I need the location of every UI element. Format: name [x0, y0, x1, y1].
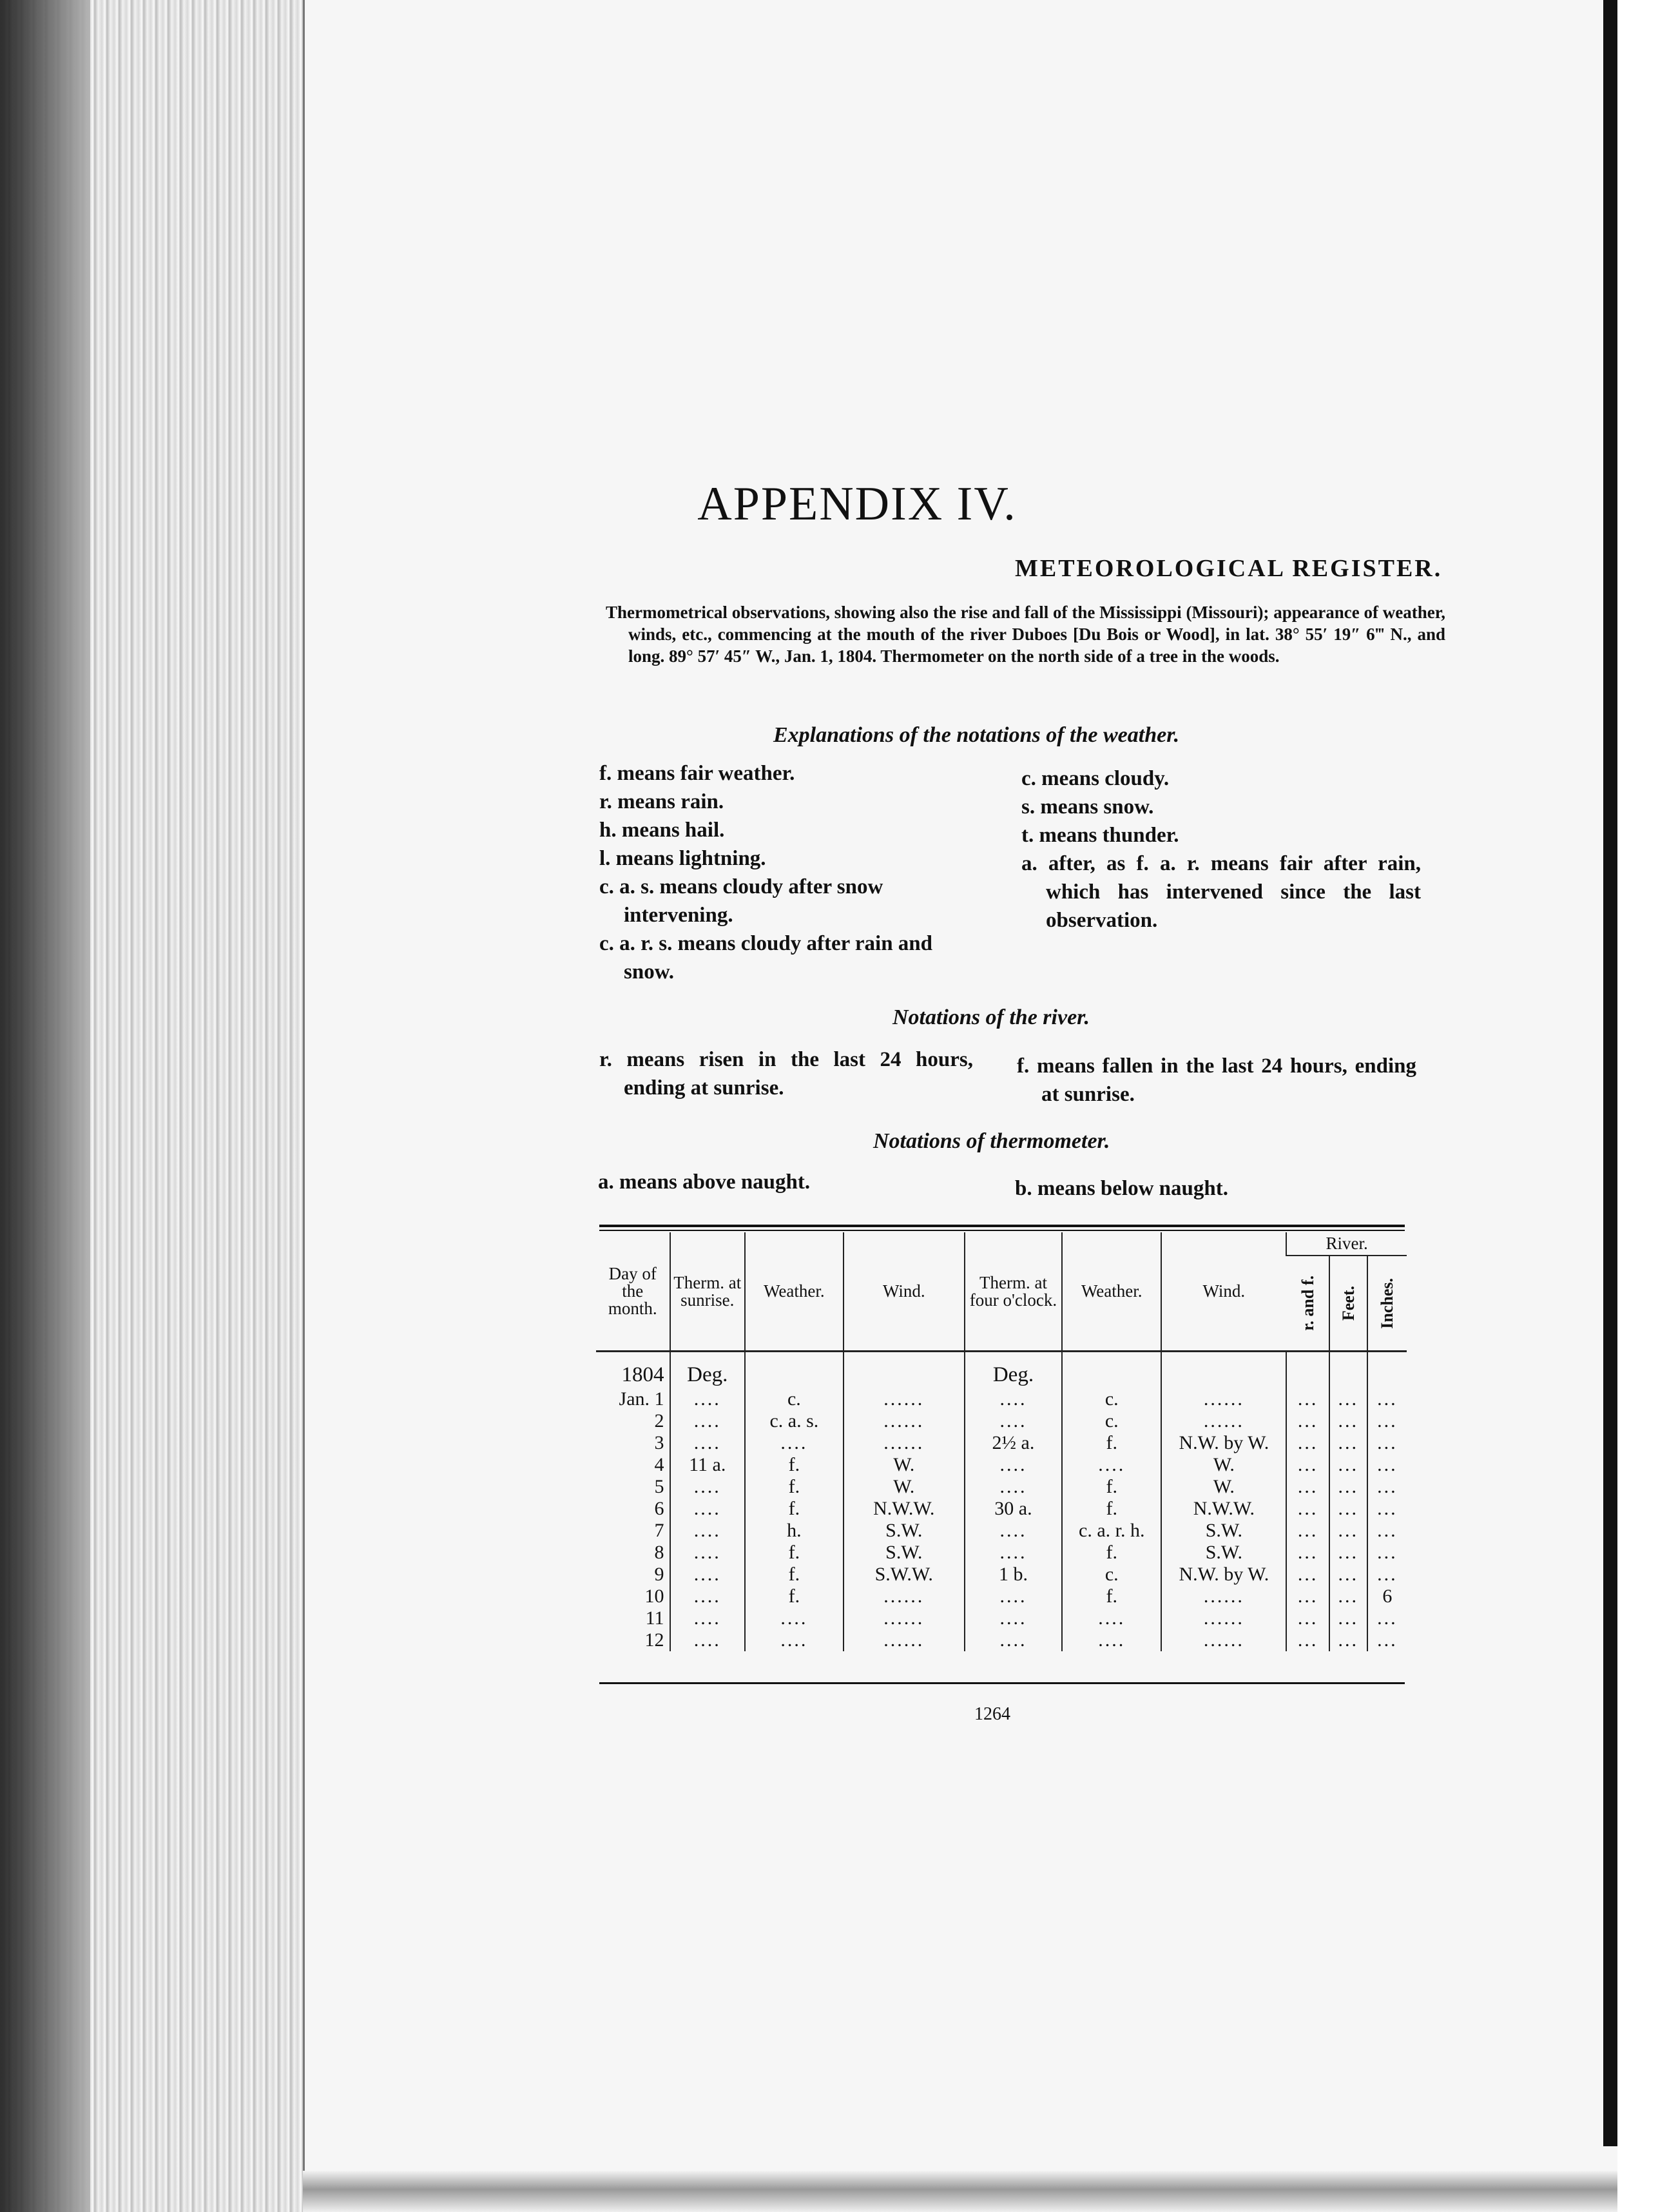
page-bottom-edge [303, 2171, 1617, 2212]
weather-notation-heading: Explanations of the notations of the weather. [773, 723, 1180, 747]
table-row [596, 1432, 1407, 1454]
cell-day: Jan. 1 [619, 1388, 664, 1410]
header-river-feet: Feet. [1329, 1256, 1367, 1352]
table-row [596, 1629, 1407, 1651]
table-row [596, 1520, 1407, 1542]
river-notation-heading: Notations of the river. [892, 1005, 1090, 1029]
cell-wind-morning: ...... [844, 1607, 965, 1629]
cell-wind-afternoon: W. [1161, 1454, 1286, 1476]
cell-therm-four: 30 a. [965, 1498, 1062, 1520]
header-river-r-and-f: r. and f. [1286, 1256, 1329, 1352]
page-right-edge [1603, 0, 1617, 2146]
cell-therm-sunrise: .... [670, 1564, 745, 1586]
weather-legend-left [599, 759, 979, 986]
cell-wind-morning: S.W.W. [844, 1564, 965, 1586]
cell-weather-afternoon: f. [1062, 1476, 1161, 1498]
cell-therm-four: .... [965, 1454, 1062, 1476]
book-spine-shadow [0, 0, 90, 2212]
cell-wind-morning: N.W.W. [844, 1498, 965, 1520]
cell-river-feet: ... [1329, 1607, 1367, 1629]
deg-unit-sunrise: Deg. [670, 1352, 745, 1389]
cell-wind-afternoon: ...... [1161, 1410, 1286, 1432]
cell-wind-afternoon: N.W.W. [1161, 1498, 1286, 1520]
cell-therm-sunrise: .... [670, 1629, 745, 1651]
cell-day: 2 [654, 1410, 664, 1431]
cell-day: 12 [644, 1629, 664, 1651]
table-row [596, 1542, 1407, 1564]
cell-weather-afternoon: .... [1062, 1629, 1161, 1651]
table-units-row [596, 1352, 1407, 1389]
cell-river-r-and-f: ... [1286, 1410, 1329, 1432]
cell-wind-afternoon: N.W. by W. [1161, 1432, 1286, 1454]
cell-day: 9 [654, 1564, 664, 1585]
cell-river-inches: ... [1367, 1498, 1407, 1520]
cell-weather-afternoon: c. [1062, 1410, 1161, 1432]
cell-river-r-and-f: ... [1286, 1542, 1329, 1564]
cell-wind-morning: ...... [844, 1410, 965, 1432]
cell-weather-afternoon: c. [1062, 1564, 1161, 1586]
cell-weather-afternoon: f. [1062, 1586, 1161, 1607]
cell-therm-sunrise: .... [670, 1476, 745, 1498]
river-notation-left: r. means risen in the last 24 hours, ending at sunrise. [599, 1048, 973, 1100]
header-day: Day of the month. [596, 1232, 670, 1352]
cell-day: 5 [654, 1476, 664, 1497]
thermometer-notation-left: a. means above naught. [598, 1170, 811, 1194]
cell-river-feet: ... [1329, 1586, 1367, 1607]
cell-weather-afternoon: f. [1062, 1432, 1161, 1454]
cell-weather-morning: .... [745, 1607, 844, 1629]
cell-wind-morning: W. [844, 1454, 965, 1476]
cell-river-r-and-f: ... [1286, 1607, 1329, 1629]
cell-river-feet: ... [1329, 1432, 1367, 1454]
weather-notation-2: h. means hail. [599, 819, 725, 842]
cell-river-inches: ... [1367, 1454, 1407, 1476]
cell-river-feet: ... [1329, 1410, 1367, 1432]
cell-day: 3 [654, 1432, 664, 1453]
cell-therm-four: .... [965, 1542, 1062, 1564]
table-row [596, 1564, 1407, 1586]
cell-therm-sunrise: .... [670, 1542, 745, 1564]
header-weather-afternoon: Weather. [1062, 1232, 1161, 1352]
cell-therm-sunrise: 11 a. [670, 1454, 745, 1476]
cell-weather-morning: c. [745, 1388, 844, 1410]
cell-therm-sunrise: .... [670, 1498, 745, 1520]
page [303, 0, 1632, 2212]
cell-river-inches: ... [1367, 1542, 1407, 1564]
cell-day: 10 [644, 1586, 664, 1607]
cell-river-feet: ... [1329, 1498, 1367, 1520]
cell-day: 6 [654, 1498, 664, 1519]
year-cell: 1804 [621, 1363, 664, 1386]
weather-notation-right-3: a. after, as f. a. r. means fair after rain, which has intervened since the last observation. [1021, 852, 1421, 932]
cell-weather-morning: f. [745, 1542, 844, 1564]
cell-river-inches: ... [1367, 1388, 1407, 1410]
cell-therm-four: .... [965, 1629, 1062, 1651]
cell-therm-sunrise: .... [670, 1410, 745, 1432]
weather-notation-1: r. means rain. [599, 790, 724, 813]
cell-river-feet: ... [1329, 1629, 1367, 1651]
scan-margin [1617, 0, 1678, 2212]
page-subtitle: METEOROLOGICAL REGISTER. [1015, 555, 1443, 582]
weather-notation-3: l. means lightning. [599, 847, 766, 870]
table-row [596, 1388, 1407, 1410]
cell-therm-four: 1 b. [965, 1564, 1062, 1586]
table-top-rule-thin [599, 1230, 1405, 1231]
cell-therm-sunrise: .... [670, 1607, 745, 1629]
page-number: 1264 [974, 1704, 1010, 1724]
cell-weather-morning: f. [745, 1564, 844, 1586]
table-row [596, 1498, 1407, 1520]
weather-notation-0: f. means fair weather. [599, 762, 795, 785]
deg-unit-four: Deg. [965, 1352, 1062, 1389]
cell-river-r-and-f: ... [1286, 1564, 1329, 1586]
cell-wind-morning: ...... [844, 1629, 965, 1651]
table-bottom-rule [599, 1682, 1405, 1684]
cell-river-inches: ... [1367, 1410, 1407, 1432]
cell-wind-morning: ...... [844, 1586, 965, 1607]
cell-weather-afternoon: .... [1062, 1454, 1161, 1476]
cell-wind-afternoon: S.W. [1161, 1520, 1286, 1542]
cell-weather-afternoon: c. a. r. h. [1062, 1520, 1161, 1542]
table-top-rule [599, 1225, 1405, 1227]
cell-day: 4 [654, 1454, 664, 1475]
cell-weather-morning: f. [745, 1586, 844, 1607]
cell-river-inches: ... [1367, 1629, 1407, 1651]
header-river-inches: Inches. [1367, 1256, 1407, 1352]
weather-notation-right-0: c. means cloudy. [1021, 767, 1170, 790]
cell-river-feet: ... [1329, 1388, 1367, 1410]
header-wind-morning: Wind. [844, 1232, 965, 1352]
cell-weather-morning: f. [745, 1476, 844, 1498]
cell-wind-afternoon: ...... [1161, 1629, 1286, 1651]
cell-river-feet: ... [1329, 1454, 1367, 1476]
cell-day: 8 [654, 1542, 664, 1563]
cell-weather-morning: f. [745, 1454, 844, 1476]
river-notation-right: f. means fallen in the last 24 hours, ending at sunrise. [1017, 1054, 1416, 1106]
header-river: River. [1286, 1232, 1407, 1256]
cell-therm-four: .... [965, 1586, 1062, 1607]
cell-river-r-and-f: ... [1286, 1520, 1329, 1542]
cell-river-inches: 6 [1367, 1586, 1407, 1607]
cell-river-r-and-f: ... [1286, 1388, 1329, 1410]
cell-wind-afternoon: N.W. by W. [1161, 1564, 1286, 1586]
cell-therm-four: .... [965, 1388, 1062, 1410]
cell-river-feet: ... [1329, 1564, 1367, 1586]
cell-wind-morning: ...... [844, 1432, 965, 1454]
cell-river-inches: ... [1367, 1476, 1407, 1498]
cell-therm-sunrise: .... [670, 1432, 745, 1454]
cell-wind-morning: ...... [844, 1388, 965, 1410]
cell-wind-morning: S.W. [844, 1520, 965, 1542]
cell-river-r-and-f: ... [1286, 1454, 1329, 1476]
meteorological-register-table [596, 1232, 1407, 1651]
cell-therm-four: .... [965, 1520, 1062, 1542]
cell-river-r-and-f: ... [1286, 1629, 1329, 1651]
cell-weather-morning: f. [745, 1498, 844, 1520]
cell-wind-afternoon: W. [1161, 1476, 1286, 1498]
cell-river-r-and-f: ... [1286, 1586, 1329, 1607]
cell-therm-four: .... [965, 1410, 1062, 1432]
thermometer-notation-right: b. means below naught. [1015, 1177, 1228, 1200]
table-row [596, 1586, 1407, 1607]
header-wind-afternoon: Wind. [1161, 1232, 1286, 1352]
cell-therm-four: .... [965, 1476, 1062, 1498]
cell-day: 7 [654, 1520, 664, 1541]
weather-notation-5: c. a. r. s. means cloudy after rain and snow. [599, 932, 933, 984]
cell-therm-sunrise: .... [670, 1388, 745, 1410]
cell-wind-morning: W. [844, 1476, 965, 1498]
header-weather-morning: Weather. [745, 1232, 844, 1352]
cell-wind-afternoon: ...... [1161, 1607, 1286, 1629]
table-row [596, 1607, 1407, 1629]
cell-wind-afternoon: ...... [1161, 1388, 1286, 1410]
table-row [596, 1410, 1407, 1432]
weather-legend-right [1021, 764, 1421, 935]
cell-river-inches: ... [1367, 1520, 1407, 1542]
cell-wind-afternoon: S.W. [1161, 1542, 1286, 1564]
cell-therm-four: .... [965, 1607, 1062, 1629]
cell-river-r-and-f: ... [1286, 1476, 1329, 1498]
cell-weather-morning: .... [745, 1432, 844, 1454]
cell-therm-sunrise: .... [670, 1586, 745, 1607]
cell-river-r-and-f: ... [1286, 1498, 1329, 1520]
table-row [596, 1476, 1407, 1498]
cell-river-inches: ... [1367, 1432, 1407, 1454]
cell-river-feet: ... [1329, 1542, 1367, 1564]
cell-weather-afternoon: c. [1062, 1388, 1161, 1410]
cell-therm-sunrise: .... [670, 1520, 745, 1542]
cell-wind-afternoon: ...... [1161, 1586, 1286, 1607]
cell-weather-afternoon: f. [1062, 1498, 1161, 1520]
weather-notation-4: c. a. s. means cloudy after snow intervening. [599, 875, 883, 927]
header-therm-four: Therm. at four o'clock. [965, 1232, 1062, 1352]
cell-river-r-and-f: ... [1286, 1432, 1329, 1454]
cell-day: 11 [645, 1607, 664, 1629]
cell-river-feet: ... [1329, 1476, 1367, 1498]
cell-weather-morning: c. a. s. [745, 1410, 844, 1432]
intro-paragraph: Thermometrical observations, showing also the rise and fall of the Mississippi (Missouri); appearance of weather, winds, etc., commencing at the mouth of the river Duboes [Du Bois or Wood], in lat. 38° 55′ 19″ 6‴ N., and long. 89° 57′ 45″ W., Jan. 1, 1804. Thermometer on the north side of a tree in the woods. [606, 603, 1445, 666]
weather-notation-right-2: t. means thunder. [1021, 824, 1179, 847]
cell-weather-afternoon: f. [1062, 1542, 1161, 1564]
cell-weather-morning: .... [745, 1629, 844, 1651]
weather-notation-right-1: s. means snow. [1021, 795, 1154, 819]
cell-weather-afternoon: .... [1062, 1607, 1161, 1629]
thermometer-notation-heading: Notations of thermometer. [873, 1129, 1110, 1153]
cell-river-feet: ... [1329, 1520, 1367, 1542]
header-therm-sunrise: Therm. at sunrise. [670, 1232, 745, 1352]
table-row [596, 1454, 1407, 1476]
cell-river-inches: ... [1367, 1564, 1407, 1586]
cell-wind-morning: S.W. [844, 1542, 965, 1564]
cell-river-inches: ... [1367, 1607, 1407, 1629]
cell-therm-four: 2½ a. [965, 1432, 1062, 1454]
cell-weather-morning: h. [745, 1520, 844, 1542]
